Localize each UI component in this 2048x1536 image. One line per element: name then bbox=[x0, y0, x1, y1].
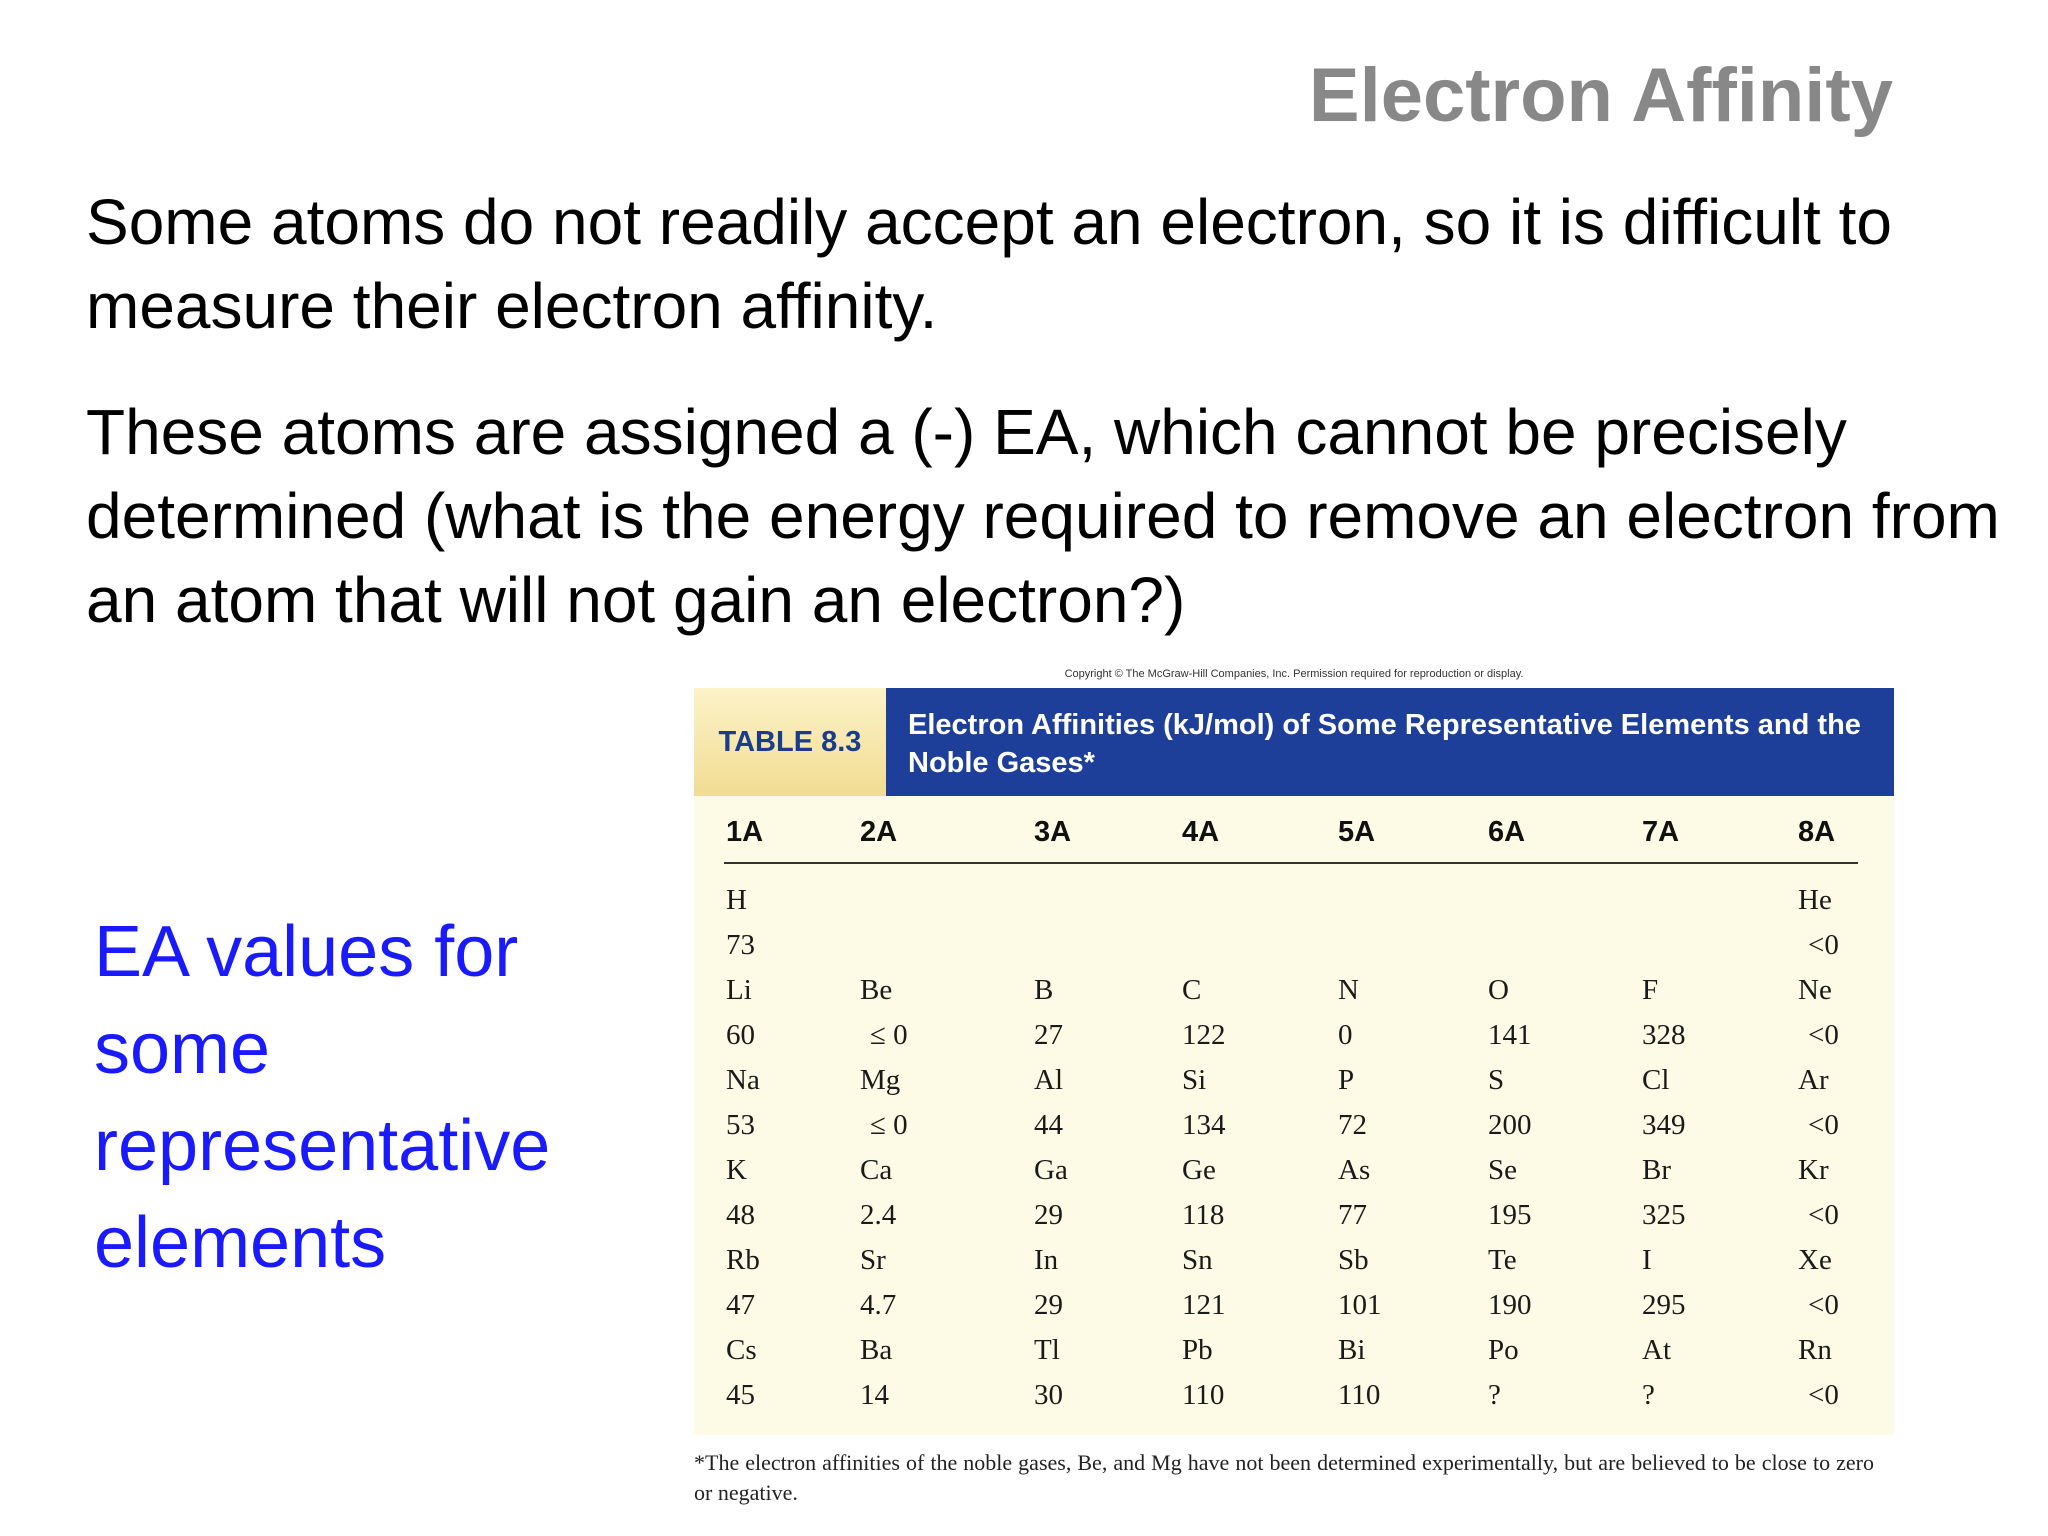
element-symbol: B bbox=[1034, 974, 1054, 1006]
affinity-value: 4.7 bbox=[860, 1289, 897, 1321]
affinity-value: 47 bbox=[726, 1289, 755, 1321]
element-symbol: He bbox=[1798, 884, 1832, 916]
element-symbol: Rb bbox=[726, 1244, 760, 1276]
element-symbol: S bbox=[1488, 1064, 1505, 1096]
paragraph-2: These atoms are assigned a (-) EA, which cannot be precisely determined (what is the energy required to remove an electron from an atom that will not gain an electron?) bbox=[86, 396, 2000, 636]
element-symbol: Sb bbox=[1338, 1244, 1369, 1276]
element-symbol: Cl bbox=[1642, 1064, 1670, 1096]
affinity-value: 122 bbox=[1182, 1019, 1226, 1051]
affinity-value: 121 bbox=[1182, 1289, 1226, 1321]
element-symbol: Be bbox=[860, 974, 893, 1006]
group-header: 3A bbox=[1034, 816, 1072, 848]
affinity-value: 0 bbox=[1338, 1019, 1353, 1051]
slide-title: Electron Affinity bbox=[1308, 53, 1893, 138]
element-symbol: F bbox=[1642, 974, 1659, 1006]
affinity-value: 200 bbox=[1488, 1109, 1532, 1141]
table-header bbox=[694, 688, 1894, 796]
element-symbol: Kr bbox=[1798, 1154, 1829, 1186]
affinity-value: 27 bbox=[1034, 1019, 1063, 1051]
element-symbol: Bi bbox=[1338, 1334, 1366, 1366]
element-symbol: Ca bbox=[860, 1154, 893, 1186]
element-symbol: C bbox=[1182, 974, 1202, 1006]
affinity-value: 72 bbox=[1338, 1109, 1367, 1141]
affinity-value: <0 bbox=[1808, 1199, 1839, 1231]
table-title-box bbox=[886, 688, 1894, 796]
affinity-value: 328 bbox=[1642, 1019, 1686, 1051]
affinity-value: 295 bbox=[1642, 1289, 1686, 1321]
affinity-value: 141 bbox=[1488, 1019, 1532, 1051]
element-symbol: At bbox=[1642, 1334, 1671, 1366]
element-symbol: H bbox=[726, 884, 747, 916]
element-symbol: Ne bbox=[1798, 974, 1832, 1006]
element-symbol: Na bbox=[726, 1064, 760, 1096]
table-footnote: *The electron affinities of the noble gases, Be, and Mg have not been determined experimentally, but are believed to be close to zero or negative. bbox=[694, 1450, 1874, 1505]
affinity-value: 2.4 bbox=[860, 1199, 897, 1231]
affinity-value: ≤ 0 bbox=[870, 1019, 908, 1051]
element-symbol: In bbox=[1034, 1244, 1059, 1276]
paragraph-1: Some atoms do not readily accept an electron, so it is difficult to measure their electron affinity. bbox=[86, 186, 1892, 342]
group-header: 1A bbox=[726, 816, 764, 848]
affinity-value: 101 bbox=[1338, 1289, 1382, 1321]
affinity-value: ? bbox=[1488, 1379, 1501, 1411]
affinity-value: 53 bbox=[726, 1109, 755, 1141]
copyright-notice: Copyright © The McGraw-Hill Companies, Inc. Permission required for reproduction or display. bbox=[1064, 668, 1524, 680]
element-symbol: Sr bbox=[860, 1244, 886, 1276]
group-header: 6A bbox=[1488, 816, 1526, 848]
element-symbol: Br bbox=[1642, 1154, 1671, 1186]
element-symbol: Rn bbox=[1798, 1334, 1832, 1366]
element-symbol: Si bbox=[1182, 1064, 1207, 1096]
affinity-value: 77 bbox=[1338, 1199, 1367, 1231]
affinity-value: <0 bbox=[1808, 1379, 1839, 1411]
element-symbol: Cs bbox=[726, 1334, 757, 1366]
affinity-value: 45 bbox=[726, 1379, 755, 1411]
affinity-value: 118 bbox=[1182, 1199, 1225, 1231]
element-symbol: Ar bbox=[1798, 1064, 1829, 1096]
affinity-value: 73 bbox=[726, 929, 755, 961]
affinity-value: 60 bbox=[726, 1019, 755, 1051]
element-symbol: I bbox=[1642, 1244, 1652, 1276]
element-symbol: Xe bbox=[1798, 1244, 1832, 1276]
affinity-value: 110 bbox=[1338, 1379, 1381, 1411]
element-symbol: N bbox=[1338, 974, 1359, 1006]
element-symbol: As bbox=[1338, 1154, 1371, 1186]
element-symbol: Al bbox=[1034, 1064, 1063, 1096]
affinity-value: ? bbox=[1642, 1379, 1655, 1411]
electron-affinity-table bbox=[694, 688, 1894, 1435]
element-symbol: Po bbox=[1488, 1334, 1519, 1366]
element-symbol: Tl bbox=[1034, 1334, 1060, 1366]
element-symbol: O bbox=[1488, 974, 1509, 1006]
group-header: 7A bbox=[1642, 816, 1680, 848]
affinity-value: 14 bbox=[860, 1379, 889, 1411]
group-header: 5A bbox=[1338, 816, 1376, 848]
affinity-value: 44 bbox=[1034, 1109, 1063, 1141]
element-symbol: Se bbox=[1488, 1154, 1517, 1186]
side-caption: EA values for some representative elements bbox=[94, 912, 551, 1283]
element-symbol: Li bbox=[726, 974, 752, 1006]
affinity-value: 325 bbox=[1642, 1199, 1686, 1231]
table-title: Electron Affinities (kJ/mol) of Some Representative Elements and the Noble Gases* bbox=[908, 709, 1861, 779]
affinity-value: 134 bbox=[1182, 1109, 1226, 1141]
element-symbol: K bbox=[726, 1154, 747, 1186]
affinity-value: 29 bbox=[1034, 1199, 1063, 1231]
affinity-value: ≤ 0 bbox=[870, 1109, 908, 1141]
group-header: 8A bbox=[1798, 816, 1836, 848]
affinity-value: 110 bbox=[1182, 1379, 1225, 1411]
group-header: 2A bbox=[860, 816, 898, 848]
header-rule bbox=[724, 862, 1858, 864]
affinity-value: <0 bbox=[1808, 929, 1839, 961]
element-symbol: Pb bbox=[1182, 1334, 1213, 1366]
affinity-value: 195 bbox=[1488, 1199, 1532, 1231]
element-symbol: P bbox=[1338, 1064, 1355, 1096]
element-symbol: Ba bbox=[860, 1334, 893, 1366]
table-label: TABLE 8.3 bbox=[718, 725, 862, 758]
affinity-value: <0 bbox=[1808, 1289, 1839, 1321]
affinity-value: <0 bbox=[1808, 1019, 1839, 1051]
affinity-value: 190 bbox=[1488, 1289, 1532, 1321]
affinity-value: 30 bbox=[1034, 1379, 1063, 1411]
affinity-value: 349 bbox=[1642, 1109, 1686, 1141]
affinity-value: 29 bbox=[1034, 1289, 1063, 1321]
element-symbol: Ge bbox=[1182, 1154, 1216, 1186]
element-symbol: Ga bbox=[1034, 1154, 1068, 1186]
group-header: 4A bbox=[1182, 816, 1220, 848]
element-symbol: Mg bbox=[860, 1064, 901, 1096]
element-symbol: Te bbox=[1488, 1244, 1517, 1276]
table-label-box bbox=[694, 688, 886, 796]
element-symbol: Sn bbox=[1182, 1244, 1213, 1276]
affinity-value: 48 bbox=[726, 1199, 755, 1231]
affinity-value: <0 bbox=[1808, 1109, 1839, 1141]
